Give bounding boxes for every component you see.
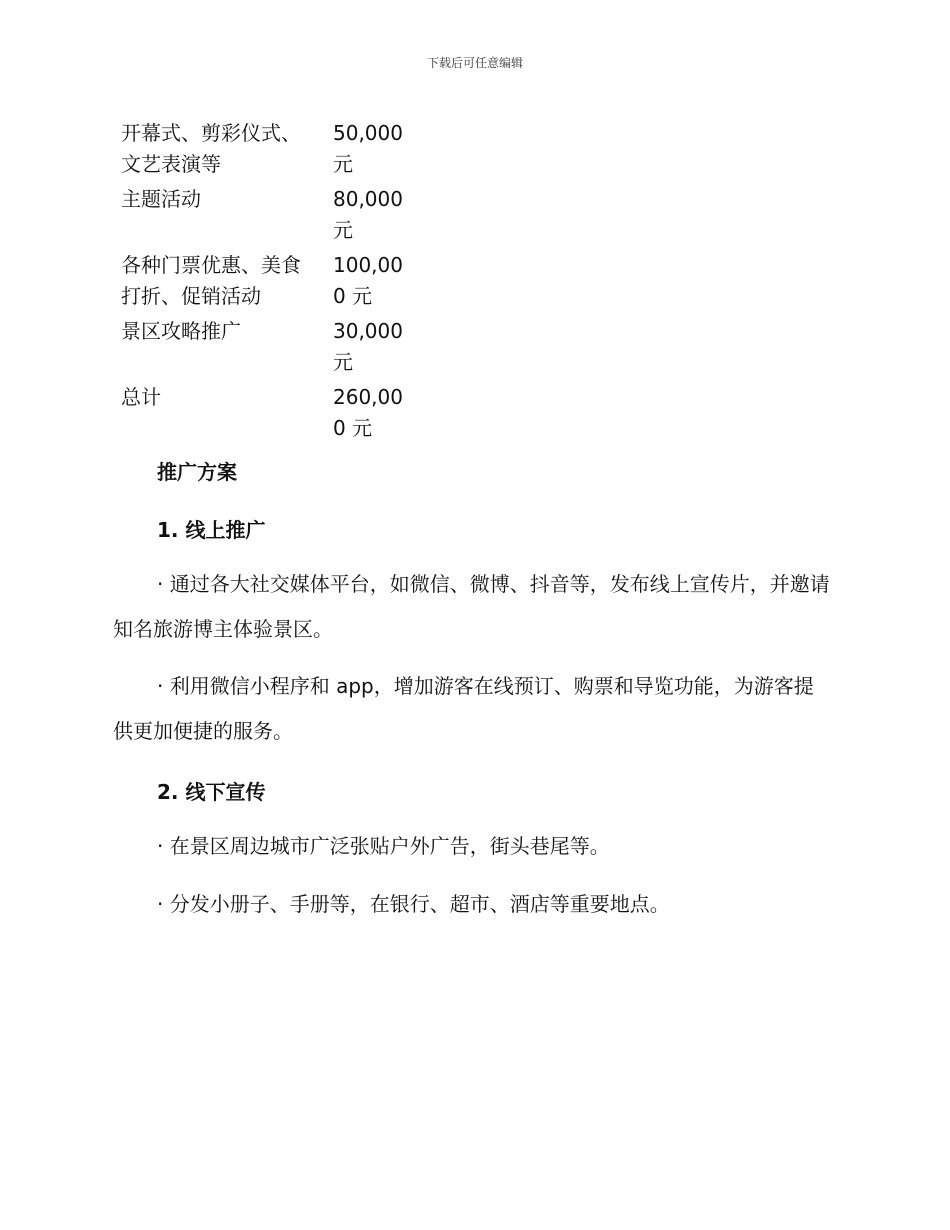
budget-item: 主题活动	[121, 187, 201, 211]
budget-amount: 50,000元	[333, 121, 403, 176]
budget-item: 开幕式、剪彩仪式、文艺表演等	[121, 121, 301, 176]
offline-point-1: · 在景区周边城市广泛张贴户外广告，街头巷尾等。	[157, 834, 610, 858]
plan-title: 推广方案	[157, 460, 237, 484]
budget-item: 景区攻略推广	[121, 319, 241, 343]
budget-amount: 260,000 元	[333, 385, 403, 440]
offline-point-2: · 分发小册子、手册等，在银行、超市、酒店等重要地点。	[157, 892, 670, 916]
online-point-1: · 通过各大社交媒体平台，如微信、微博、抖音等，发布线上宣传片，并邀请知名旅游博主体验景区。	[113, 572, 830, 641]
offline-heading: 2. 线下宣传	[157, 780, 266, 804]
budget-item: 总计	[121, 385, 161, 409]
page-header: 下载后可任意编辑	[426, 56, 523, 70]
budget-amount: 100,000 元	[333, 253, 403, 308]
online-heading: 1. 线上推广	[157, 518, 266, 542]
table-row	[121, 382, 403, 448]
table-row	[121, 118, 403, 184]
table-row	[121, 250, 403, 316]
table-row	[121, 316, 403, 382]
budget-amount: 30,000元	[333, 319, 403, 374]
budget-table	[121, 118, 403, 448]
budget-amount: 80,000元	[333, 187, 403, 242]
budget-item: 各种门票优惠、美食打折、促销活动	[121, 253, 301, 308]
online-point-2: · 利用微信小程序和 app，增加游客在线预订、购票和导览功能，为游客提供更加便捷的服务。	[113, 674, 814, 743]
table-row	[121, 184, 403, 250]
